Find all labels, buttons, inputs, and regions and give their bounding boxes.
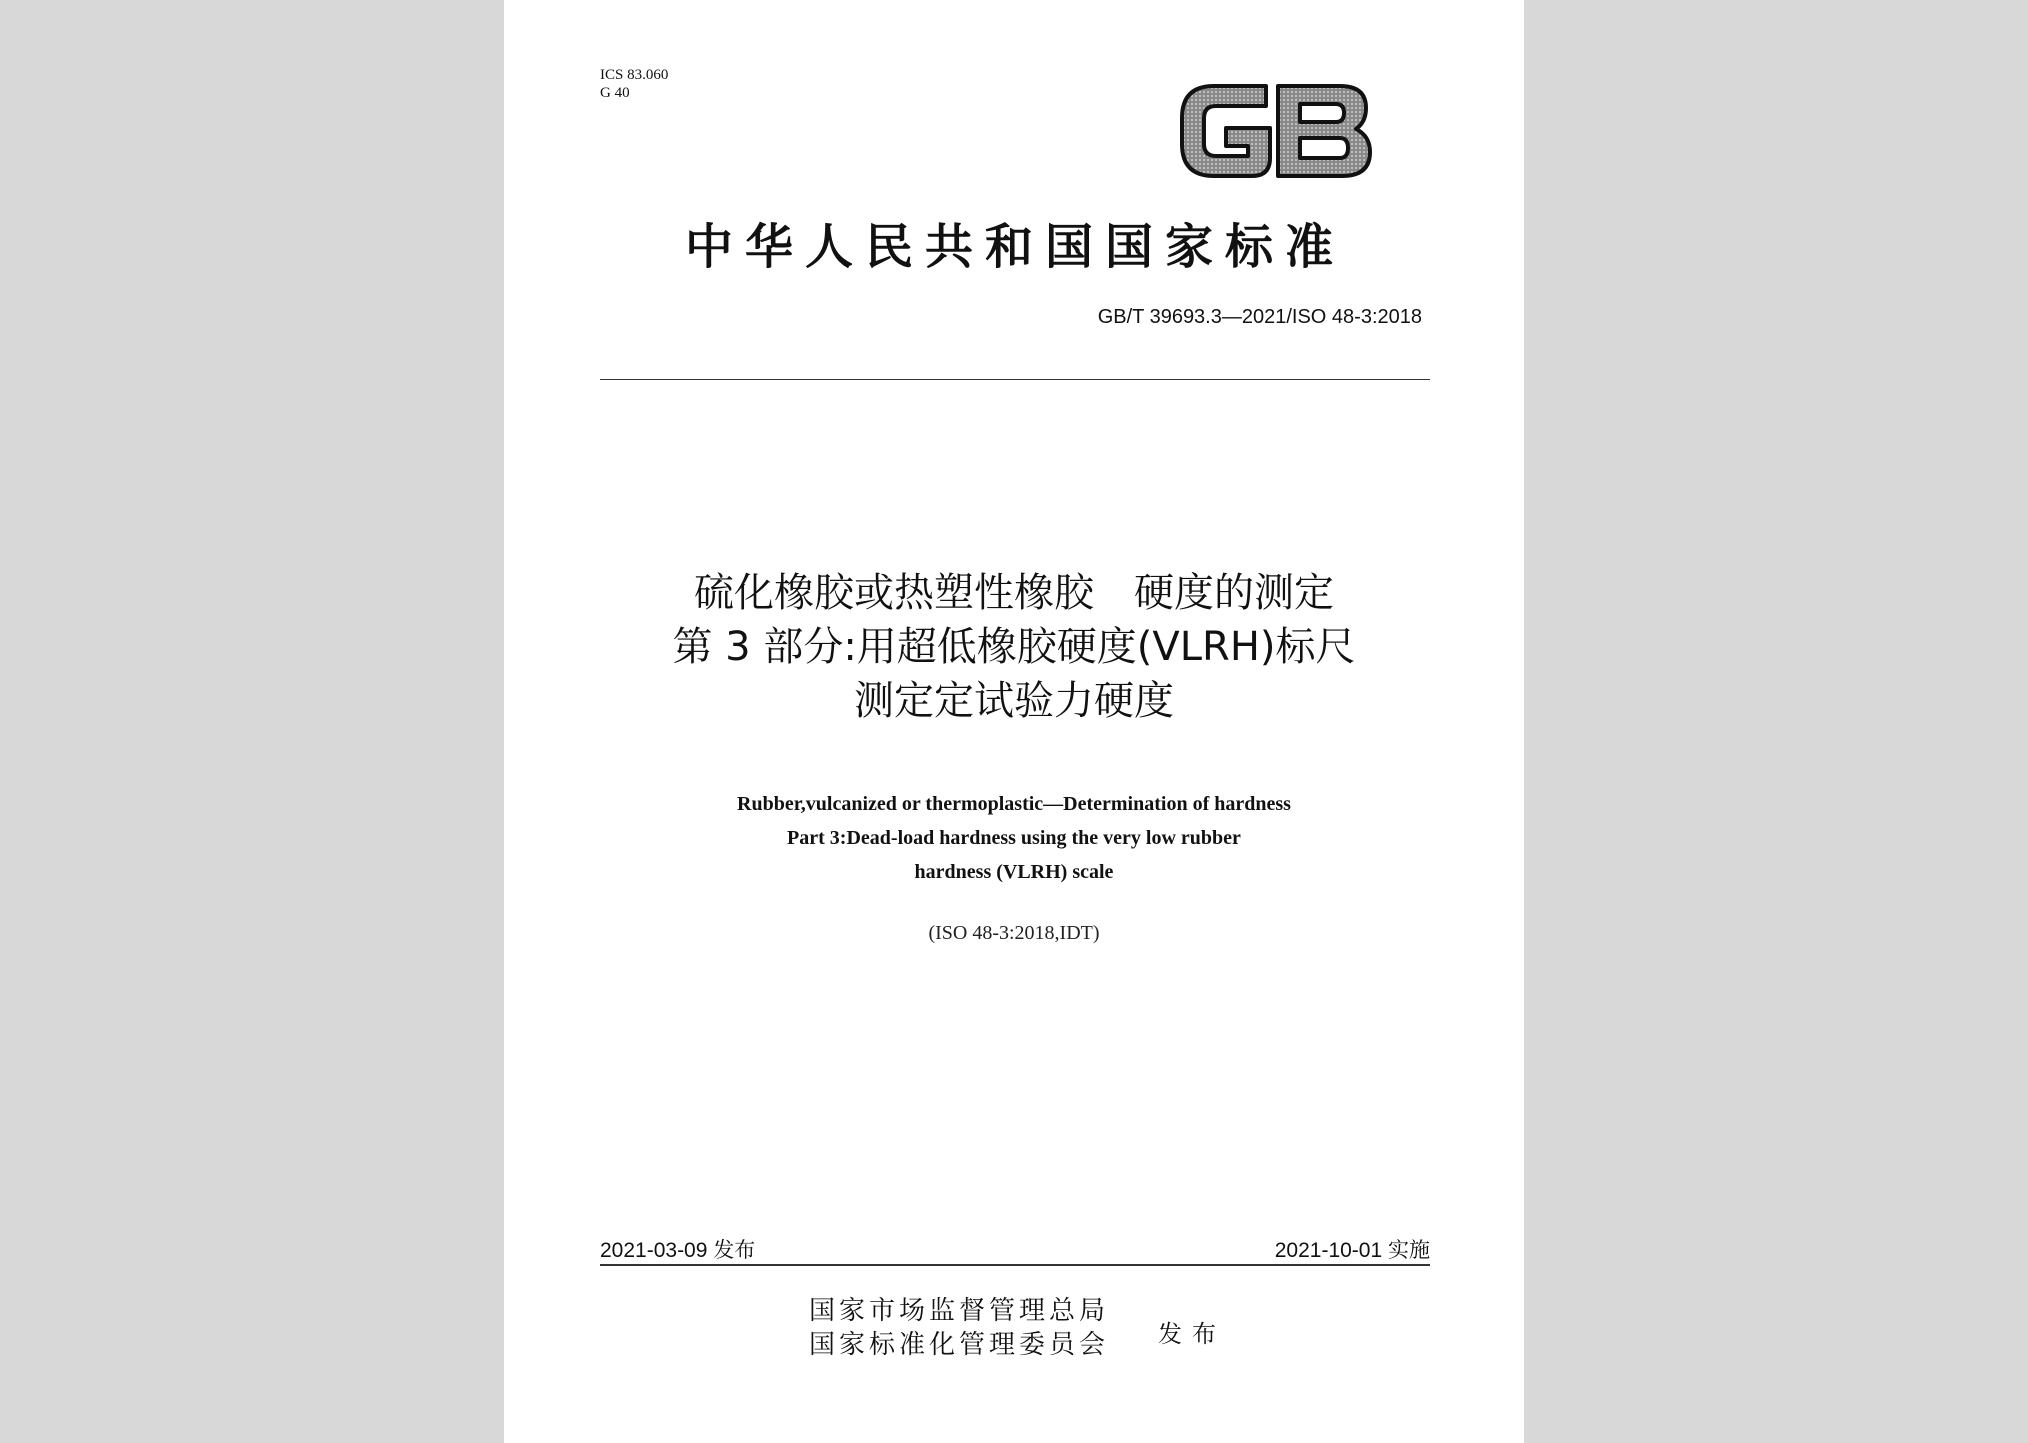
issuer-samr: 国家市场监督管理总局: [809, 1296, 1110, 1326]
implementation-date: 2021-10-01 实施: [1274, 1239, 1430, 1262]
document-page: [504, 0, 1524, 1443]
english-title-line-3: hardness (VLRH) scale: [914, 861, 1114, 883]
issue-date: 2021-03-09 发布: [600, 1239, 756, 1262]
english-title-line-2: Part 3:Dead-load hardness using the very low rubber: [787, 827, 1241, 849]
bottom-divider: [600, 1264, 1430, 1266]
national-standard-heading: 中华人民共和国国家标准: [684, 219, 1345, 275]
chinese-title: [564, 566, 1464, 728]
top-divider: [600, 379, 1430, 380]
issuer-sac: 国家标准化管理委员会: [809, 1330, 1110, 1360]
ccs-code: G 40: [600, 85, 630, 101]
iso-equivalence: (ISO 48-3:2018,IDT): [928, 922, 1100, 944]
gb-logo: [1174, 78, 1374, 184]
date-row: [600, 1234, 1430, 1264]
english-title-line-1: Rubber,vulcanized or thermoplastic—Determination of hardness: [737, 793, 1291, 815]
classification-codes: [600, 66, 668, 102]
standard-number: GB/T 39693.3—2021/ISO 48-3:2018: [1097, 306, 1422, 328]
publish-label: 发布: [1158, 1320, 1226, 1348]
ics-code: ICS 83.060: [600, 67, 669, 83]
english-title: [564, 787, 1464, 889]
chinese-title-line-2: 第 3 部分:用超低橡胶硬度(VLRH)标尺: [672, 624, 1356, 670]
issuing-organizations: [809, 1294, 1109, 1362]
chinese-title-line-3: 测定定试验力硬度: [854, 678, 1174, 724]
chinese-title-line-1: 硫化橡胶或热塑性橡胶 硬度的测定: [694, 570, 1334, 616]
